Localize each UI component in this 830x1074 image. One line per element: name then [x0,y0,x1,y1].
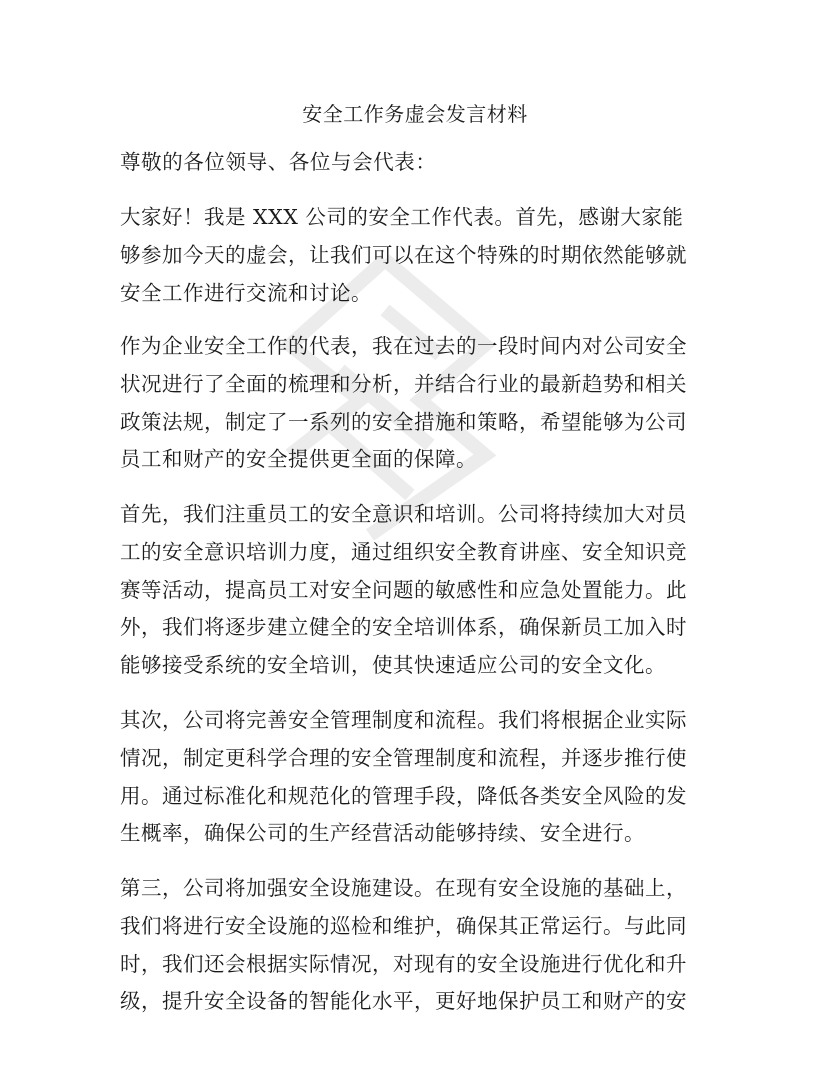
paragraph-line: 时，我们还会根据实际情况，对现有的安全设施进行优化和升 [120,951,687,976]
paragraph-line: 其次，公司将完善安全管理制度和流程。我们将根据企业实际 [120,708,687,732]
paragraph-line: 我们将进行安全设施的巡检和维护，确保其正常运行。与此同 [120,913,687,938]
paragraph-line: 作为企业安全工作的代表，我在过去的一段时间内对公司安全 [120,334,687,358]
paragraph-line: 首先，我们注重员工的安全意识和培训。公司将持续加大对员 [120,502,687,526]
paragraph-line: 情况，制定更科学合理的安全管理制度和流程，并逐步推行使 [120,745,687,770]
salutation: 尊敬的各位领导、各位与会代表： [120,150,437,174]
paragraph-training [120,496,720,685]
paragraph-line: 生概率，确保公司的生产经营活动能够持续、安全进行。 [120,821,645,846]
paragraph-line: 用。通过标准化和规范化的管理手段，降低各类安全风险的发 [120,783,687,808]
paragraph-line: 大家好！我是 XXX 公司的安全工作代表。首先，感谢大家能 [120,205,684,229]
paragraph-line: 赛等活动，提高员工对安全问题的敏感性和应急处置能力。此 [120,577,687,602]
paragraph-management-system [120,702,720,853]
paragraph-line: 能够接受系统的安全培训，使其快速适应公司的安全文化。 [120,653,666,678]
paragraph-line: 外，我们将逐步建立健全的安全培训体系，确保新员工加入时 [120,615,687,640]
document-title: 安全工作务虚会发言材料 [302,102,528,126]
paragraph-facilities [120,870,720,1021]
paragraph-greeting [120,199,720,312]
paragraph-line: 政策法规，制定了一系列的安全措施和策略，希望能够为公司 [120,409,687,434]
paragraph-line: 级，提升安全设备的智能化水平，更好地保护员工和财产的安 [120,989,687,1014]
paragraph-line: 第三，公司将加强安全设施建设。在现有安全设施的基础上， [120,876,687,900]
paragraph-representative-intro [120,328,720,479]
paragraph-line: 安全工作进行交流和讨论。 [120,280,372,305]
paragraph-line: 够参加今天的虚会，让我们可以在这个特殊的时期依然能够就 [120,242,687,267]
paragraph-line: 状况进行了全面的梳理和分析，并结合行业的最新趋势和相关 [120,371,687,396]
paragraph-line: 员工和财产的安全提供更全面的保障。 [120,447,477,472]
paragraph-line: 工的安全意识培训力度，通过组织安全教育讲座、安全知识竞 [120,539,687,564]
